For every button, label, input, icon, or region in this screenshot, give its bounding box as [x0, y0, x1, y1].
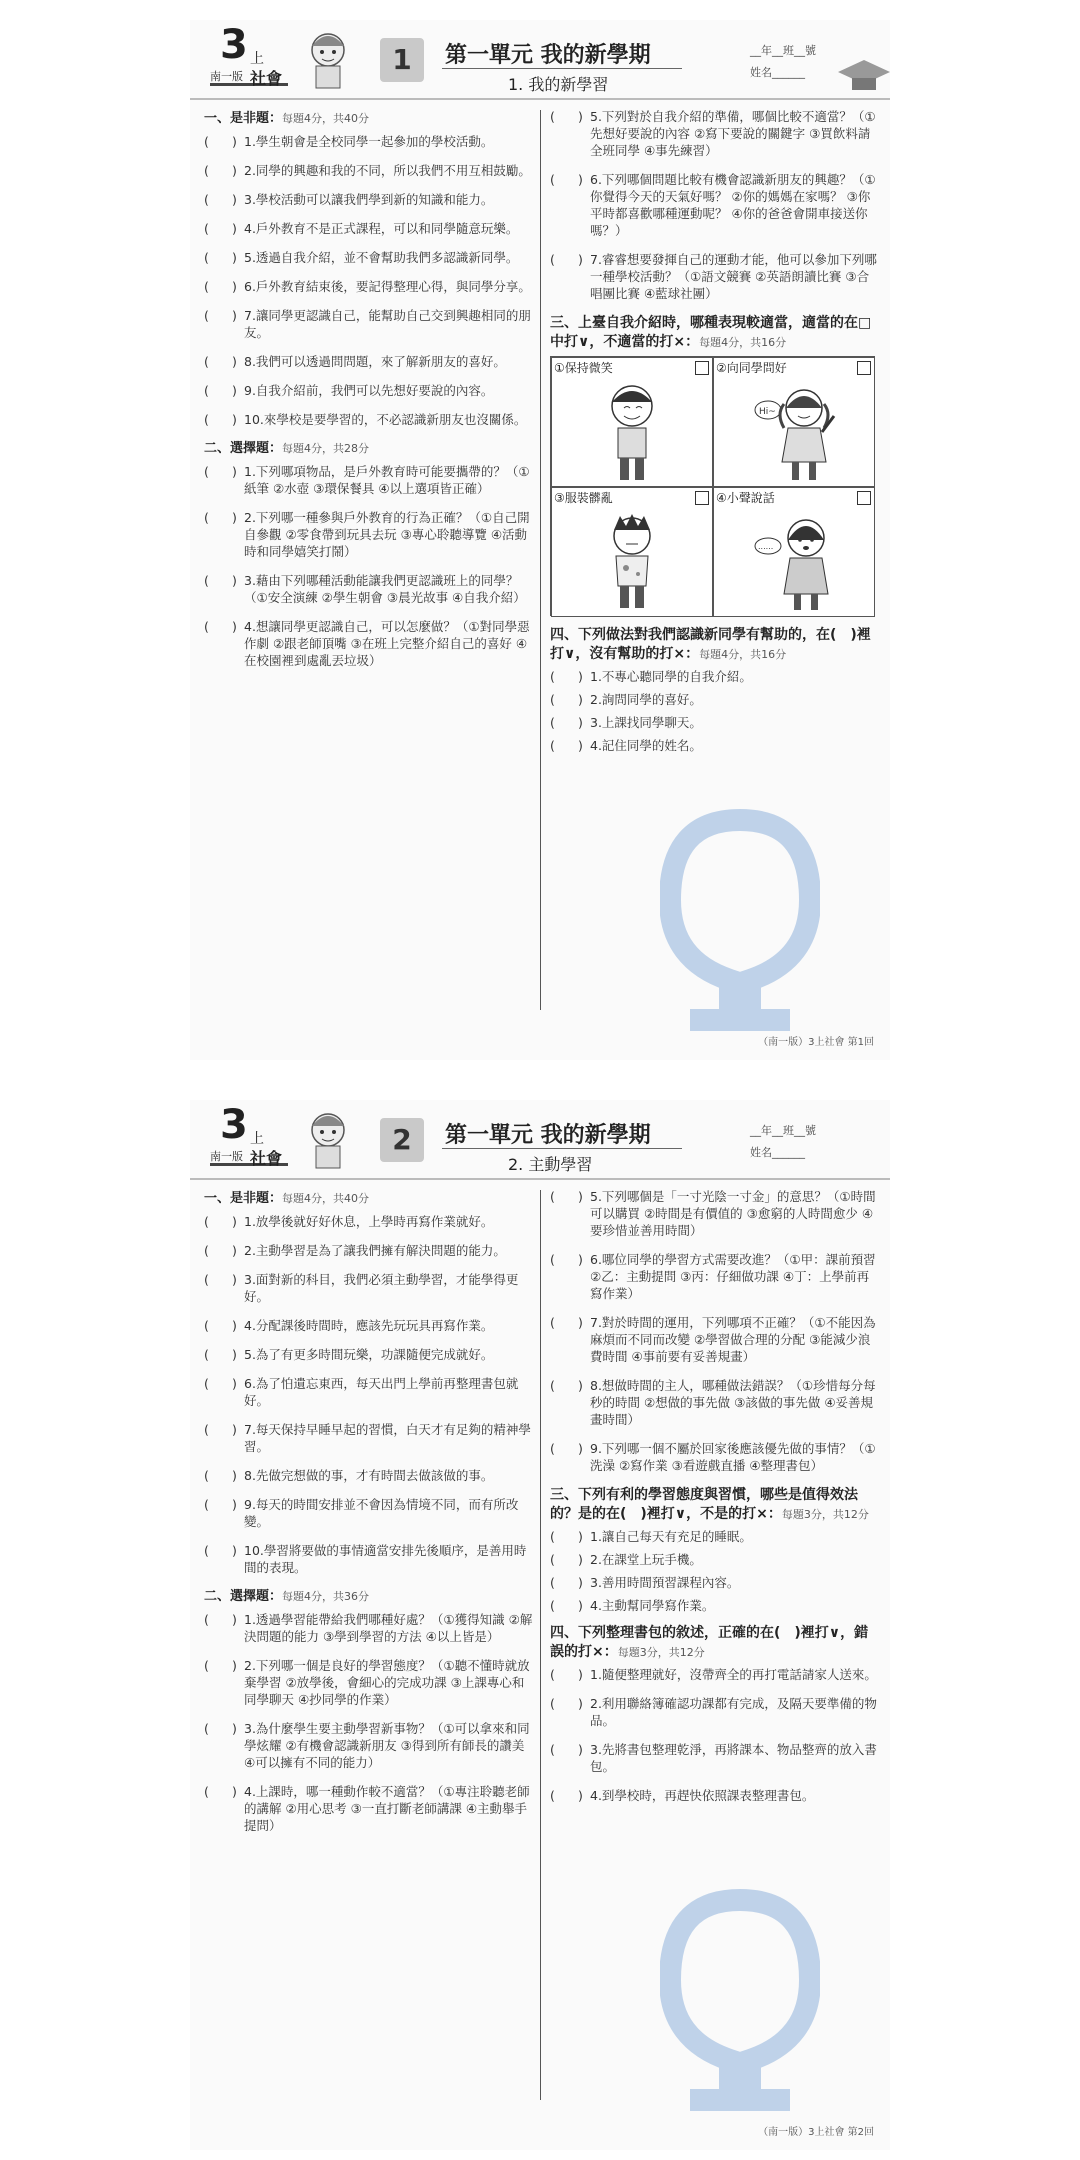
question-item[interactable]: ( ) 2.下列哪一種參與戶外教育的行為正確？（①自己開自參觀 ②零食帶到玩具去玩 ③專心聆聽導覽 ④活動時和同學嬉笑打鬧） — [204, 510, 530, 559]
picture-cell — [713, 487, 875, 617]
question-item[interactable]: ( ) 10.來學校是要學習的，不必認識新朋友也沒關係。 — [204, 412, 527, 427]
left-column — [204, 1188, 534, 1846]
question-item[interactable]: ( ) 4.分配課後時間時，應該先玩玩具再寫作業。 — [204, 1318, 494, 1333]
question-item[interactable]: ( ) 1.學生朝會是全校同學一起參加的學校活動。 — [204, 134, 494, 149]
question-item[interactable]: ( ) 7.對於時間的運用，下列哪項不正確？（①不能因為麻煩而不同而改變 ②學習做合理的分配 ③能減少浪費時間 ④事前要有妥善規畫） — [550, 1315, 876, 1364]
question-item[interactable]: ( ) 2.詢問同學的喜好。 — [550, 692, 702, 707]
picture-grid — [550, 356, 875, 616]
greeting-girl-icon — [754, 380, 844, 484]
svg-text:Hi~: Hi~ — [759, 407, 776, 417]
section-true-false-head: 一、是非題：每題4分，共40分 — [204, 1191, 370, 1206]
question-item[interactable]: ( ) 4.上課時，哪一種動作較不適當？（①專注聆聽老師的講解 ②用心思考 ③一直打斷老師講課 ④主動舉手提問） — [204, 1784, 530, 1833]
question-item[interactable]: ( ) 2.同學的興趣和我的不同，所以我們不用互相鼓勵。 — [204, 163, 531, 178]
grade-badge — [210, 22, 288, 88]
question-item[interactable]: ( ) 8.我們可以透過問問題，來了解新朋友的喜好。 — [204, 354, 506, 369]
question-item[interactable]: ( ) 8.想做時間的主人，哪種做法錯誤？（①珍惜每分每秒的時間 ②想做的事先做 ③該做的事先做 ④妥善規畫時間） — [550, 1378, 876, 1427]
question-item[interactable]: ( ) 1.隨便整理就好，沒帶齊全的再打電話請家人送來。 — [550, 1667, 877, 1682]
right-column — [550, 108, 880, 760]
publisher-label: 南一版 — [210, 70, 243, 83]
question-item[interactable]: ( ) 4.想讓同學更認識自己，可以怎麼做？（①對同學惡作劇 ②跟老師頂嘴 ③在班上完整介紹自己的喜好 ④在校園裡到處亂丟垃圾） — [204, 619, 530, 668]
question-item[interactable]: ( ) 5.下列對於自我介紹的準備，哪個比較不適當？（①先想好要說的內容 ②寫下要說的關鍵字 ③買飲料請全班同學 ④事先練習） — [550, 109, 876, 158]
question-item[interactable]: ( ) 7.每天保持早睡早起的習慣，白天才有足夠的精神學習。 — [204, 1422, 531, 1454]
student-mascot-icon — [302, 28, 354, 90]
question-item[interactable]: ( ) 10.學習將要做的事情適當安排先後順序，是善用時間的表現。 — [204, 1543, 527, 1575]
answer-checkbox[interactable] — [857, 491, 871, 505]
title-underline — [442, 68, 682, 69]
publisher-label: 南一版 — [210, 1150, 243, 1163]
name-field: 姓名______ — [750, 1146, 805, 1159]
question-item[interactable]: ( ) 1.放學後就好好休息，上學時再寫作業就好。 — [204, 1214, 494, 1229]
subject-label: 社會 — [250, 1149, 283, 1168]
question-item[interactable]: ( ) 3.藉由下列哪種活動能讓我們更認識班上的同學？（①安全演練 ②學生朝會 ③晨光故事 ④自我介紹） — [204, 573, 526, 605]
page-footer: （南一版）3上社會 第1回 — [758, 1037, 874, 1048]
messy-boy-icon — [592, 510, 672, 614]
question-item[interactable]: ( ) 4.到學校時，再趕快依照課表整理書包。 — [550, 1788, 815, 1803]
picture-label: ①保持微笑 — [554, 361, 613, 375]
student-mascot-icon — [302, 1108, 354, 1170]
column-divider — [540, 110, 541, 1010]
subject-label: 社會 — [250, 69, 283, 88]
grade-badge — [210, 1102, 288, 1168]
question-item[interactable]: ( ) 5.下列哪個是「一寸光陰一寸金」的意思？（①時間可以購買 ②時間是有價值的 ③愈窮的人時間愈少 ④要珍惜並善用時間） — [550, 1189, 876, 1238]
svg-text:......: ...... — [758, 542, 774, 551]
section-true-false-head: 一、是非題：每題4分，共40分 — [204, 111, 370, 126]
question-item[interactable]: ( ) 4.記住同學的姓名。 — [550, 738, 702, 753]
question-item[interactable]: ( ) 8.先做完想做的事，才有時間去做該做的事。 — [204, 1468, 494, 1483]
picture-label: ④小聲說話 — [716, 491, 775, 505]
grade-number: 3 — [220, 22, 248, 68]
column-divider — [540, 1190, 541, 2100]
term-label: 上 — [250, 51, 264, 67]
omega-watermark-icon — [660, 1880, 820, 2120]
picture-cell — [551, 357, 713, 487]
question-item[interactable]: ( ) 1.下列哪項物品，是戶外教育時可能要攜帶的？（①紙筆 ②水壺 ③環保餐具 ④以上選項皆正確） — [204, 464, 530, 496]
question-item[interactable]: ( ) 4.主動幫同學寫作業。 — [550, 1598, 715, 1613]
section-habit-head: 三、下列有利的學習態度與習慣，哪些是值得效法的？是的在( )裡打∨，不是的打×：每題3分，共12分 — [550, 1487, 869, 1522]
title-underline — [442, 1148, 682, 1149]
question-item[interactable]: ( ) 7.睿睿想要發揮自己的運動才能，他可以參加下列哪一種學校活動？（①語文競賽 ②英語朗讀比賽 ③合唱團比賽 ④藍球社團） — [550, 252, 877, 301]
question-item[interactable]: ( ) 1.透過學習能帶給我們哪種好處？（①獲得知識 ②解決問題的能力 ③學到學習的方法 ④以上皆是） — [204, 1612, 533, 1644]
question-item[interactable]: ( ) 4.戶外教育不是正式課程，可以和同學隨意玩樂。 — [204, 221, 519, 236]
term-label: 上 — [250, 1131, 264, 1147]
grade-number: 3 — [220, 1102, 248, 1148]
question-item[interactable]: ( ) 6.戶外教育結束後，要記得整理心得，與同學分享。 — [204, 279, 531, 294]
section-picture-head: 三、上臺自我介紹時，哪種表現較適當，適當的在□中打∨，不適當的打×：每題4分，共16分 — [550, 315, 872, 350]
question-item[interactable]: ( ) 1.讓自己每天有充足的睡眠。 — [550, 1529, 752, 1544]
question-item[interactable]: ( ) 3.善用時間預習課程內容。 — [550, 1575, 740, 1590]
question-item[interactable]: ( ) 2.利用聯絡簿確認功課都有完成，及隔天要準備的物品。 — [550, 1696, 877, 1728]
question-item[interactable]: ( ) 6.為了怕遺忘東西，每天出門上學前再整理書包就好。 — [204, 1376, 519, 1408]
question-item[interactable]: ( ) 6.哪位同學的學習方式需要改進？（①甲：課前預習 ②乙：主動提問 ③丙：仔細做功課 ④丁：上學前再寫作業） — [550, 1252, 876, 1301]
question-item[interactable]: ( ) 2.下列哪一個是良好的學習態度？（①聽不懂時就放棄學習 ②放學後，會細心的完成功課 ③上課專心和同學聊天 ④抄同學的作業） — [204, 1658, 530, 1707]
question-item[interactable]: ( ) 5.透過自我介紹，並不會幫助我們多認識新同學。 — [204, 250, 519, 265]
unit-title: 第一單元 我的新學期 — [445, 43, 651, 68]
page-header — [190, 20, 890, 100]
question-item[interactable]: ( ) 2.在課堂上玩手機。 — [550, 1552, 702, 1567]
page-header — [190, 1100, 890, 1180]
quiet-girl-icon — [754, 510, 844, 614]
worksheet-page-1 — [190, 20, 890, 1060]
page-footer: （南一版）3上社會 第2回 — [758, 2127, 874, 2138]
question-item[interactable]: ( ) 5.為了有更多時間玩樂，功課隨便完成就好。 — [204, 1347, 494, 1362]
question-item[interactable]: ( ) 2.主動學習是為了讓我們擁有解決問題的能力。 — [204, 1243, 506, 1258]
class-field: __年__班__號 — [750, 1124, 816, 1137]
lesson-title: 1. 我的新學習 — [508, 75, 609, 94]
picture-cell — [551, 487, 713, 617]
answer-checkbox[interactable] — [857, 361, 871, 375]
section-help-head: 四、下列做法對我們認識新同學有幫助的，在( )裡打∨，沒有幫助的打×：每題4分，共16分 — [550, 627, 871, 662]
class-field: __年__班__號 — [750, 44, 816, 57]
question-item[interactable]: ( ) 3.為什麼學生要主動學習新事物？（①可以拿來和同學炫耀 ②有機會認識新朋友 ③得到所有師長的讚美 ④可以擁有不同的能力） — [204, 1721, 530, 1770]
question-item[interactable]: ( ) 9.每天的時間安排並不會因為情境不同，而有所改變。 — [204, 1497, 519, 1529]
question-item[interactable]: ( ) 6.下列哪個問題比較有機會認識新朋友的興趣？（①你覺得今天的天氣好嗎？ ②你的媽媽在家嗎？ ③你平時都喜歡哪種運動呢？ ④你的爸爸會開車接送你嗎？） — [550, 172, 876, 238]
section-choice-head: 二、選擇題：每題4分，共28分 — [204, 441, 370, 456]
question-item[interactable]: ( ) 1.不專心聽同學的自我介紹。 — [550, 669, 752, 684]
smiling-boy-icon — [592, 380, 672, 484]
question-item[interactable]: ( ) 3.上課找同學聊天。 — [550, 715, 702, 730]
omega-watermark-icon — [660, 800, 820, 1040]
lesson-title: 2. 主動學習 — [508, 1155, 593, 1174]
picture-label: ③服裝髒亂 — [554, 491, 613, 505]
question-item[interactable]: ( ) 9.下列哪一個不屬於回家後應該優先做的事情？（①洗澡 ②寫作業 ③看遊戲直播 ④整理書包） — [550, 1441, 876, 1473]
exam-number: 2 — [380, 1118, 424, 1162]
question-item[interactable]: ( ) 7.讓同學更認識自己，能幫助自己交到興趣相同的朋友。 — [204, 308, 531, 340]
answer-checkbox[interactable] — [695, 491, 709, 505]
picture-cell — [713, 357, 875, 487]
name-field: 姓名______ — [750, 66, 805, 79]
question-item[interactable]: ( ) 9.自我介紹前，我們可以先想好要說的內容。 — [204, 383, 494, 398]
unit-title: 第一單元 我的新學期 — [445, 1123, 651, 1148]
worksheet-page-2 — [190, 1100, 890, 2150]
picture-label: ②向同學問好 — [716, 361, 787, 375]
left-column — [204, 108, 534, 681]
question-item[interactable]: ( ) 3.先將書包整理乾淨，再將課本、物品整齊的放入書包。 — [550, 1742, 877, 1774]
question-item[interactable]: ( ) 3.面對新的科目，我們必須主動學習，才能學得更好。 — [204, 1272, 519, 1304]
graduation-cap-icon — [834, 54, 890, 94]
exam-number: 1 — [380, 38, 424, 82]
right-column — [550, 1188, 880, 1816]
question-item[interactable]: ( ) 3.學校活動可以讓我們學到新的知識和能力。 — [204, 192, 494, 207]
answer-checkbox[interactable] — [695, 361, 709, 375]
section-schoolbag-head: 四、下列整理書包的敘述，正確的在( )裡打∨，錯誤的打×：每題3分，共12分 — [550, 1625, 869, 1660]
section-choice-head: 二、選擇題：每題4分，共36分 — [204, 1589, 370, 1604]
